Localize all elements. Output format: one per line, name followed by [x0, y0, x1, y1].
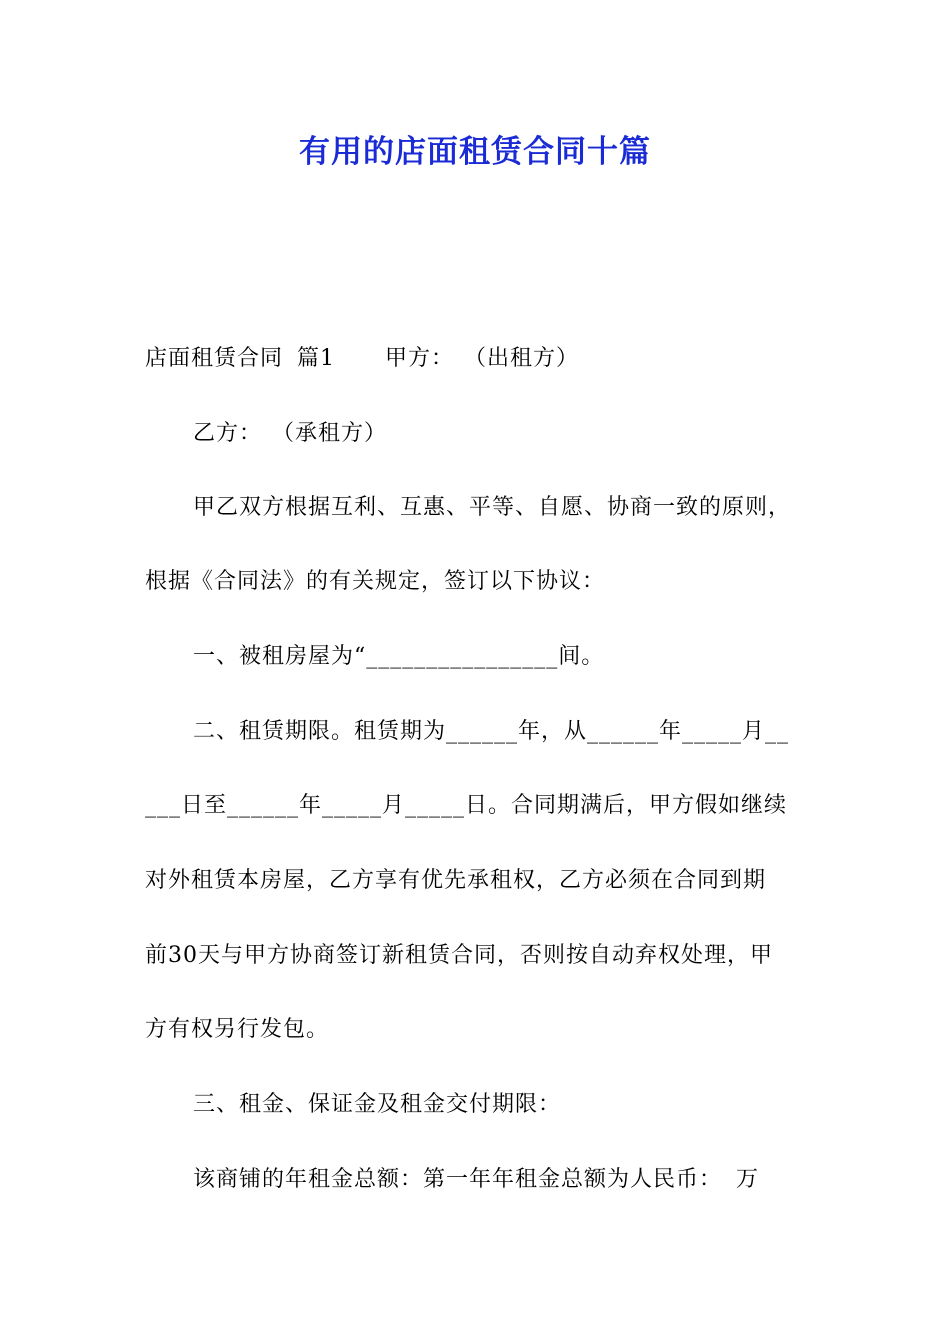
paragraph-line: 根据《合同法》的有关规定，签订以下协议： [145, 569, 606, 594]
clause-2-line: 二、租赁期限。租赁期为______年，从______年_____月__ [193, 719, 790, 744]
paragraph-line: ___日至______年_____月_____日。合同期满后，甲方假如继续 [145, 793, 788, 818]
paragraph-line: 对外租赁本房屋，乙方享有优先承租权，乙方必须在合同到期 [145, 868, 767, 893]
rent-unit-text: 万 [736, 1167, 760, 1192]
document-title: 有用的店面租赁合同十篇 [299, 134, 651, 170]
contract-number: 篇1 [297, 346, 336, 371]
paragraph-line: 前30天与甲方协商签订新租赁合同，否则按自动弃权处理，甲 [145, 943, 773, 968]
party-a-role: （出租方） [464, 346, 580, 371]
party-b-line [193, 417, 387, 451]
party-a-label: 甲方： [385, 346, 455, 371]
rent-total-text: 该商铺的年租金总额：第一年年租金总额为人民币： [193, 1167, 723, 1192]
party-b-role: （承租方） [272, 421, 388, 446]
paragraph-line: 方有权另行发包。 [145, 1017, 330, 1042]
paragraph-line: 甲乙双方根据互利、互惠、平等、自愿、协商一致的原则， [193, 495, 792, 520]
rent-total-line [193, 1163, 759, 1197]
clause-1-line: 一、被租房屋为“________________间。 [193, 644, 605, 669]
contract-heading-line [145, 342, 579, 376]
contract-name: 店面租赁合同 [145, 346, 284, 371]
clause-3-line: 三、租金、保证金及租金交付期限： [193, 1092, 562, 1117]
party-b-label: 乙方： [193, 421, 263, 446]
